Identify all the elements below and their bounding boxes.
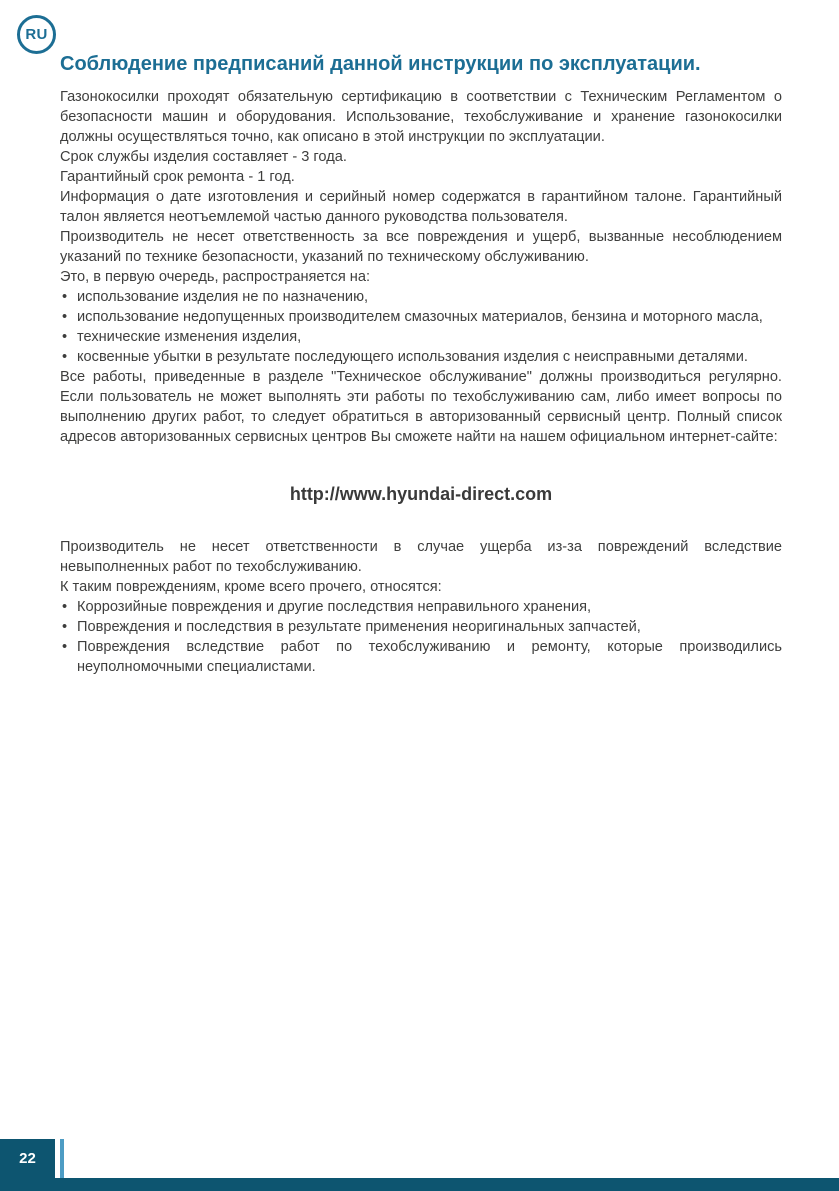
paragraph-liability: Производитель не несет ответственность за все повреждения и ущерб, вызванные несоблюдением указаний по технике безопасности, указаний по техническому обслуживанию. <box>60 229 782 265</box>
page-title: Соблюдение предписаний данной инструкции по эксплуатации. <box>60 53 701 75</box>
list-item: • косвенные убытки в результате последующего использования изделия с неисправными деталями. <box>60 347 782 367</box>
language-badge-label: RU <box>25 26 48 43</box>
paragraph-service-life: Срок службы изделия составляет - 3 года. <box>60 149 347 165</box>
list-item: • Повреждения вследствие работ по техобслуживанию и ремонту, которые производились неуполномочными специалистами. <box>60 637 782 677</box>
paragraph-list2-intro: К таким повреждениям, кроме всего прочего, относятся: <box>60 579 442 595</box>
language-badge <box>17 15 56 54</box>
list-item: • использование изделия не по назначению, <box>60 287 782 307</box>
paragraph-damage-liability: Производитель не несет ответственности в случае ущерба из-за повреждений вследствие невыполненных работ по техобслуживанию. <box>60 539 782 575</box>
footer-accent-line <box>60 1139 64 1178</box>
bullet-list-misuse <box>60 287 782 367</box>
paragraph-certification: Газонокосилки проходят обязательную сертификацию в соответствии с Техническим Регламентом о безопасности машин и оборудования. Использование, техобслуживание и хранение газонокосилки должны осуществляться точно, как описано в этой инструкции по эксплуатации. <box>60 89 782 145</box>
bullet-list-damages <box>60 597 782 677</box>
list-item: • использование недопущенных производителем смазочных материалов, бензина и моторного масла, <box>60 307 782 327</box>
paragraph-list1-intro: Это, в первую очередь, распространяется на: <box>60 269 371 285</box>
list-item: • технические изменения изделия, <box>60 327 782 347</box>
website-url: http://www.hyundai-direct.com <box>289 484 553 504</box>
page-content <box>60 52 782 677</box>
page-number: 22 <box>0 1139 55 1178</box>
footer-bar <box>0 1178 839 1191</box>
paragraph-warranty-card: Информация о дате изготовления и серийный номер содержатся в гарантийном талоне. Гарантийный талон является неотъемлемой частью данного руководства пользователя. <box>60 189 782 225</box>
paragraph-warranty-period: Гарантийный срок ремонта - 1 год. <box>60 169 295 185</box>
list-item: • Повреждения и последствия в результате применения неоригинальных запчастей, <box>60 617 782 637</box>
list-item: • Коррозийные повреждения и другие последствия неправильного хранения, <box>60 597 782 617</box>
paragraph-maintenance: Все работы, приведенные в разделе "Техническое обслуживание" должны производиться регулярно. Если пользователь не может выполнять эти работы по техобслуживанию сам, либо имеет вопросы по выполнению других работ, то следует обратиться в авторизованный сервисный центр. Полный список адресов авторизованных сервисных центров Вы сможете найти на нашем официальном интернет-сайте: <box>60 369 782 445</box>
